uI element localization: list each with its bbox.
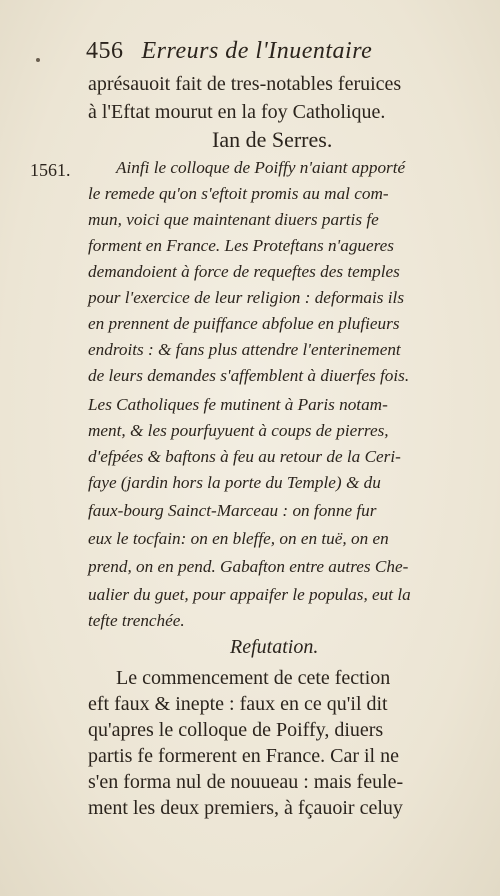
ink-dot [36,58,40,62]
quote-line: endroits : & fans plus attendre l'enterinement [88,340,401,359]
quote-line: d'efpées & baftons à feu au retour de la Ceri- [88,447,401,466]
page-number: 456 [86,38,124,64]
quote-line: pour l'exercice de leur religion : deformais ils [88,288,405,307]
body-line: qu'apres le colloque de Poiffy, diuers [88,719,384,741]
quote-line: mun, voici que maintenant diuers partis fe [88,210,379,229]
body-line: eft faux & inepte : faux en ce qu'il dit [88,693,388,715]
body-line: ment les deux premiers, à fçauoir celuy [88,797,403,819]
quote-line: le remede qu'on s'eftoit promis au mal com- [88,184,389,203]
quote-line: forment en France. Les Proteftans n'agueres [88,236,395,255]
running-head [86,38,372,65]
intro-line: aprésauoit fait de tres-notables feruices [88,73,402,95]
section-title: Refutation. [230,636,319,658]
author-name: Ian de Serres. [212,127,333,152]
quote-line: ualier du guet, pour appaifer le populas, eut la [88,585,411,604]
body-line: partis fe formerent en France. Car il ne [88,745,399,767]
quote-line: tefte trenchée. [88,611,185,630]
intro-line: à l'Eftat mourut en la foy Catholique. [88,101,386,123]
running-title: Erreurs de l'Inuentaire [141,38,373,64]
quote-line: prend, on en pend. Gabafton entre autres Che- [88,557,409,576]
quote-line: faye (jardin hors la porte du Temple) & du [88,473,381,492]
quote-line: demandoient à force de requeftes des temples [88,262,400,281]
quote-line: eux le tocfain: on en bleffe, on en tuë, on en [88,529,389,548]
quote-line: de leurs demandes s'affemblent à diuerfes fois. [88,366,410,385]
margin-year: 1561. [30,160,71,180]
body-line: s'en forma nul de nouueau : mais feule- [88,771,404,793]
quote-line: en prennent de puiffance abfolue en plufieurs [88,314,400,333]
quote-line: Ainfi le colloque de Poiffy n'aiant apporté [116,158,406,177]
body-line: Le commencement de cete fection [116,667,391,689]
quote-line: Les Catholiques fe mutinent à Paris notam- [88,395,388,414]
quote-line: faux-bourg Sainct-Marceau : on fonne fur [88,501,377,520]
quote-line: ment, & les pourfuyuent à coups de pierres, [88,421,389,440]
